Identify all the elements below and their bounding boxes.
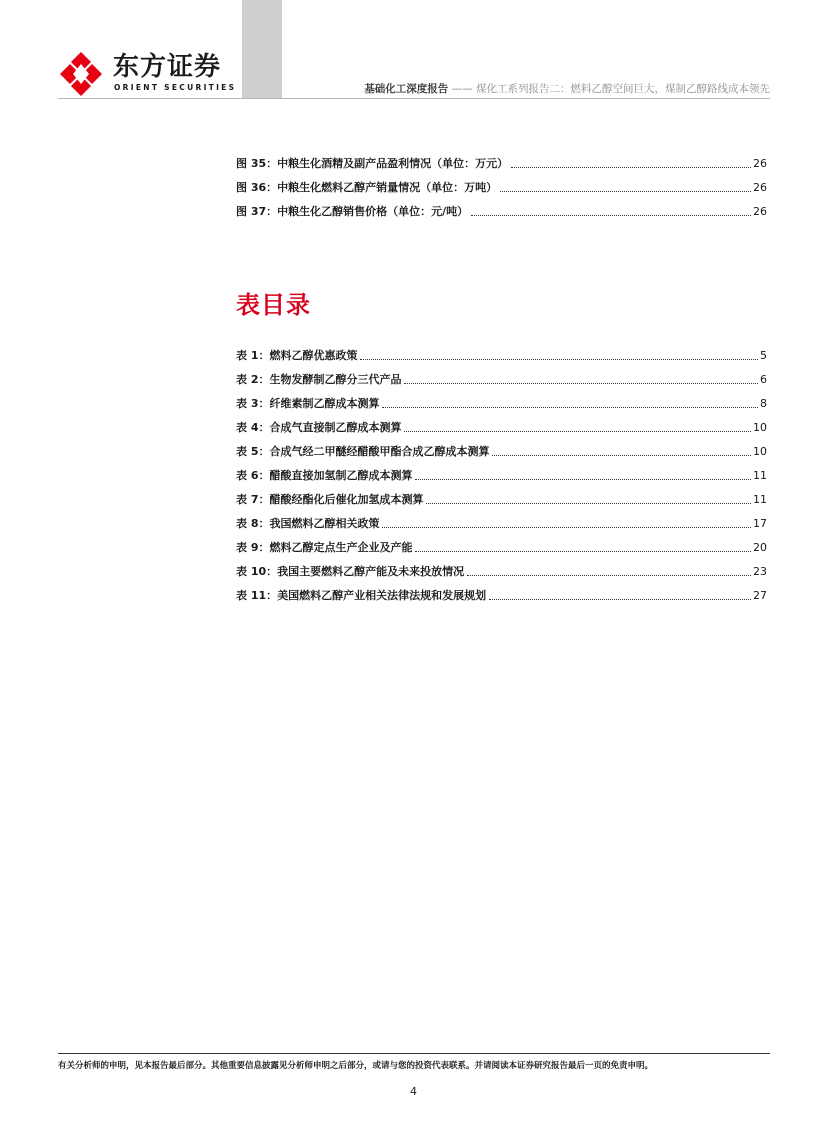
toc-entry-table-6[interactable]	[236, 459, 767, 483]
toc-entry-table-10[interactable]	[236, 555, 767, 579]
toc-entry-label: 图 37：中粮生化乙醇销售价格（单位：元/吨）	[236, 205, 469, 218]
toc-entry-page: 26	[753, 157, 767, 170]
toc-leader-dots	[360, 359, 758, 360]
tables-toc-list	[236, 339, 767, 603]
toc-leader-dots	[415, 479, 751, 480]
toc-entry-figure-35[interactable]	[236, 147, 767, 171]
toc-entry-table-5[interactable]	[236, 435, 767, 459]
toc-entry-page: 20	[753, 541, 767, 554]
toc-entry-label: 表 2：生物发酵制乙醇分三代产品	[236, 373, 402, 386]
toc-leader-dots	[382, 527, 751, 528]
toc-entry-page: 10	[753, 421, 767, 434]
footer-divider	[58, 1053, 770, 1054]
toc-entry-page: 5	[760, 349, 767, 362]
toc-entry-table-3[interactable]	[236, 387, 767, 411]
toc-entry-figure-36[interactable]	[236, 171, 767, 195]
orient-securities-logo-icon	[58, 52, 104, 96]
toc-entry-label: 图 36：中粮生化燃料乙醇产销量情况（单位：万吨）	[236, 181, 498, 194]
page-number: 4	[410, 1085, 417, 1098]
toc-leader-dots	[500, 191, 751, 192]
toc-entry-page: 11	[753, 469, 767, 482]
toc-leader-dots	[382, 407, 758, 408]
toc-entry-table-7[interactable]	[236, 483, 767, 507]
toc-entry-page: 17	[753, 517, 767, 530]
toc-entry-page: 23	[753, 565, 767, 578]
toc-entry-label: 表 10：我国主要燃料乙醇产能及未来投放情况	[236, 565, 465, 578]
toc-entry-figure-37[interactable]	[236, 195, 767, 219]
toc-leader-dots	[404, 383, 758, 384]
toc-entry-table-8[interactable]	[236, 507, 767, 531]
toc-entry-label: 表 1：燃料乙醇优惠政策	[236, 349, 358, 362]
toc-entry-page: 10	[753, 445, 767, 458]
toc-entry-label: 表 8：我国燃料乙醇相关政策	[236, 517, 380, 530]
toc-entry-page: 26	[753, 205, 767, 218]
toc-leader-dots	[426, 503, 751, 504]
toc-entry-page: 11	[753, 493, 767, 506]
toc-entry-label: 表 3：纤维素制乙醇成本测算	[236, 397, 380, 410]
brand-logo	[58, 52, 248, 96]
toc-leader-dots	[492, 455, 751, 456]
tables-section-title: 表目录	[236, 291, 311, 319]
toc-entry-label: 表 6：醋酸直接加氢制乙醇成本测算	[236, 469, 413, 482]
toc-leader-dots	[467, 575, 751, 576]
report-type: 基础化工深度报告	[364, 83, 449, 95]
toc-leader-dots	[415, 551, 751, 552]
figures-toc-list	[236, 147, 767, 219]
toc-leader-dots	[471, 215, 751, 216]
toc-entry-page: 26	[753, 181, 767, 194]
header-separator: ——	[451, 83, 473, 95]
toc-entry-page: 8	[760, 397, 767, 410]
toc-leader-dots	[489, 599, 751, 600]
toc-entry-table-4[interactable]	[236, 411, 767, 435]
toc-entry-label: 表 11：美国燃料乙醇产业相关法律法规和发展规划	[236, 589, 487, 602]
toc-leader-dots	[511, 167, 751, 168]
toc-entry-label: 表 4：合成气直接制乙醇成本测算	[236, 421, 402, 434]
brand-name-cn: 东方证券	[113, 52, 222, 82]
header-divider	[58, 98, 770, 99]
toc-entry-table-2[interactable]	[236, 363, 767, 387]
toc-entry-label: 表 9：燃料乙醇定点生产企业及产能	[236, 541, 413, 554]
toc-entry-page: 6	[760, 373, 767, 386]
report-header	[364, 82, 770, 96]
toc-entry-label: 图 35：中粮生化酒精及副产品盈利情况（单位：万元）	[236, 157, 509, 170]
toc-entry-table-9[interactable]	[236, 531, 767, 555]
toc-entry-label: 表 7：醋酸经酯化后催化加氢成本测算	[236, 493, 424, 506]
report-title: 煤化工系列报告二：燃料乙醇空间巨大，煤制乙醇路线成本领先	[476, 83, 770, 95]
toc-entry-page: 27	[753, 589, 767, 602]
toc-leader-dots	[404, 431, 751, 432]
toc-entry-table-11[interactable]	[236, 579, 767, 603]
footer-disclaimer: 有关分析师的申明，见本报告最后部分。其他重要信息披露见分析师申明之后部分，或请与您的投资代表联系。并请阅读本证券研究报告最后一页的免责申明。	[58, 1061, 654, 1071]
toc-entry-label: 表 5：合成气经二甲醚经醋酸甲酯合成乙醇成本测算	[236, 445, 490, 458]
header-gray-band	[242, 0, 282, 98]
toc-entry-table-1[interactable]	[236, 339, 767, 363]
brand-name-en: ORIENT SECURITIES	[114, 83, 237, 92]
